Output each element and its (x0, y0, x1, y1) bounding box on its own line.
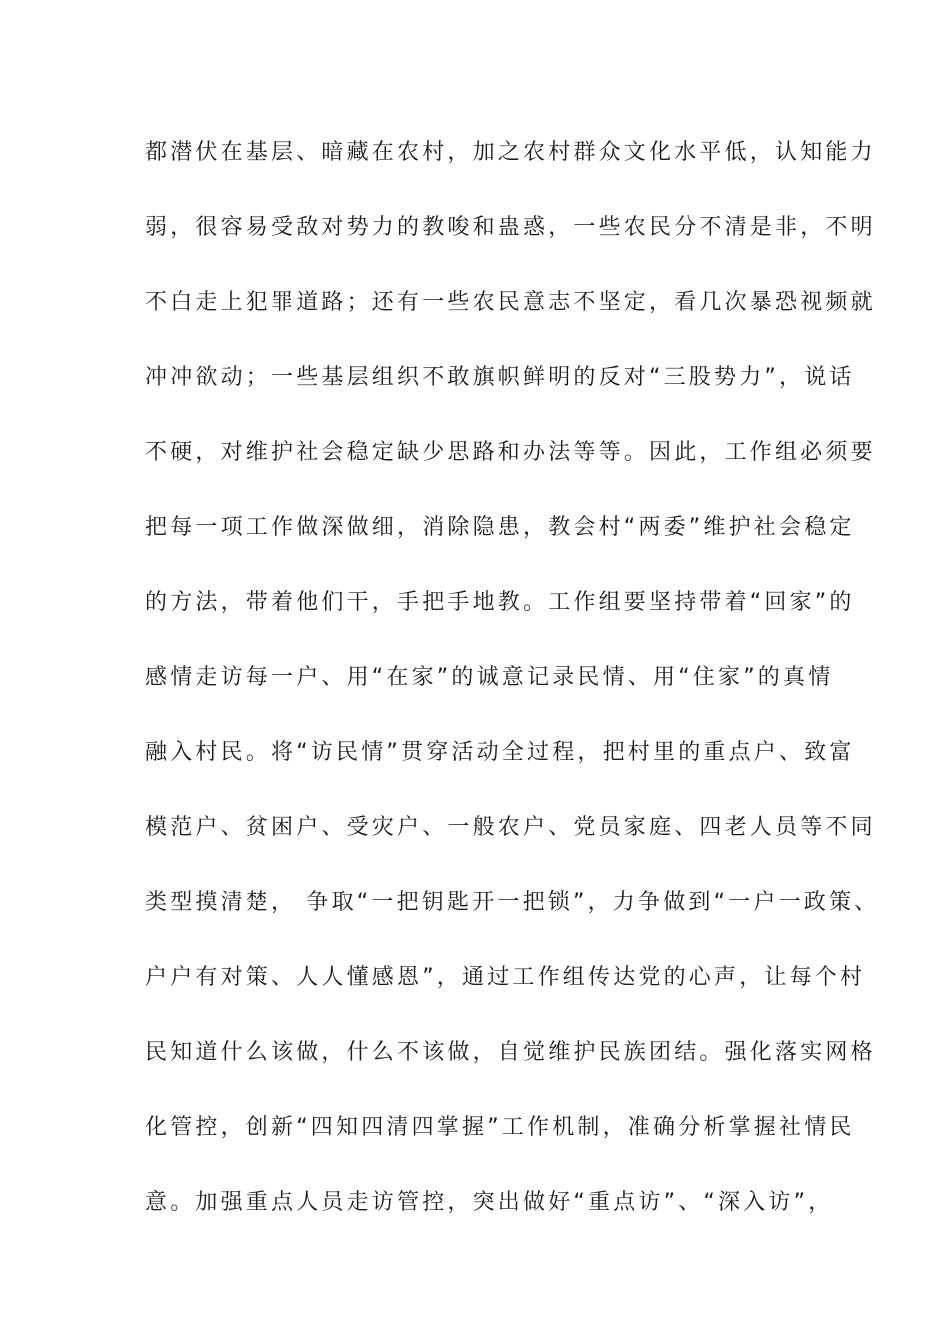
text-line: 都潜伏在基层、暗藏在农村，加之农村群众文化水平低，认知能力 (145, 140, 876, 165)
text-line: 融入村民。将“访民情”贯穿活动全过程，把村里的重点户、致富 (145, 740, 855, 765)
text-line: 化管控，创新“四知四清四掌握”工作机制，准确分析掌握社情民 (145, 1115, 855, 1140)
text-line: 户户有对策、人人懂感恩”，通过工作组传达党的心声，让每个村 (145, 965, 866, 990)
text-line: 模范户、贫困户、受灾户、一般农户、党员家庭、四老人员等不同 (145, 815, 876, 840)
text-line: 冲冲欲动；一些基层组织不敢旗帜鲜明的反对“三股势力”，说话 (145, 365, 855, 390)
text-line: 不白走上犯罪道路；还有一些农民意志不坚定，看几次暴恐视频就 (145, 290, 876, 315)
text-line: 把每一项工作做深做细，消除隐患，教会村“两委”维护社会稳定 (145, 515, 855, 540)
text-line: 类型摸清楚， 争取“一把钥匙开一把锁”，力争做到“一户一政策、 (145, 890, 880, 915)
text-line: 的方法，带着他们干，手把手地教。工作组要坚持带着“回家”的 (145, 590, 855, 615)
text-line: 弱，很容易受敌对势力的教唆和蛊惑，一些农民分不清是非，不明 (145, 215, 876, 240)
body-text (145, 131, 880, 1256)
text-line: 不硬，对维护社会稳定缺少思路和办法等等。因此，工作组必须要 (145, 440, 876, 465)
text-line: 民知道什么该做，什么不该做，自觉维护民族团结。强化落实网格 (145, 1040, 876, 1065)
text-line: 感情走访每一户、用“在家”的诚意记录民情、用“住家”的真情 (145, 665, 834, 690)
text-line: 意。加强重点人员走访管控，突出做好“重点访”、“深入访”， (145, 1190, 834, 1215)
